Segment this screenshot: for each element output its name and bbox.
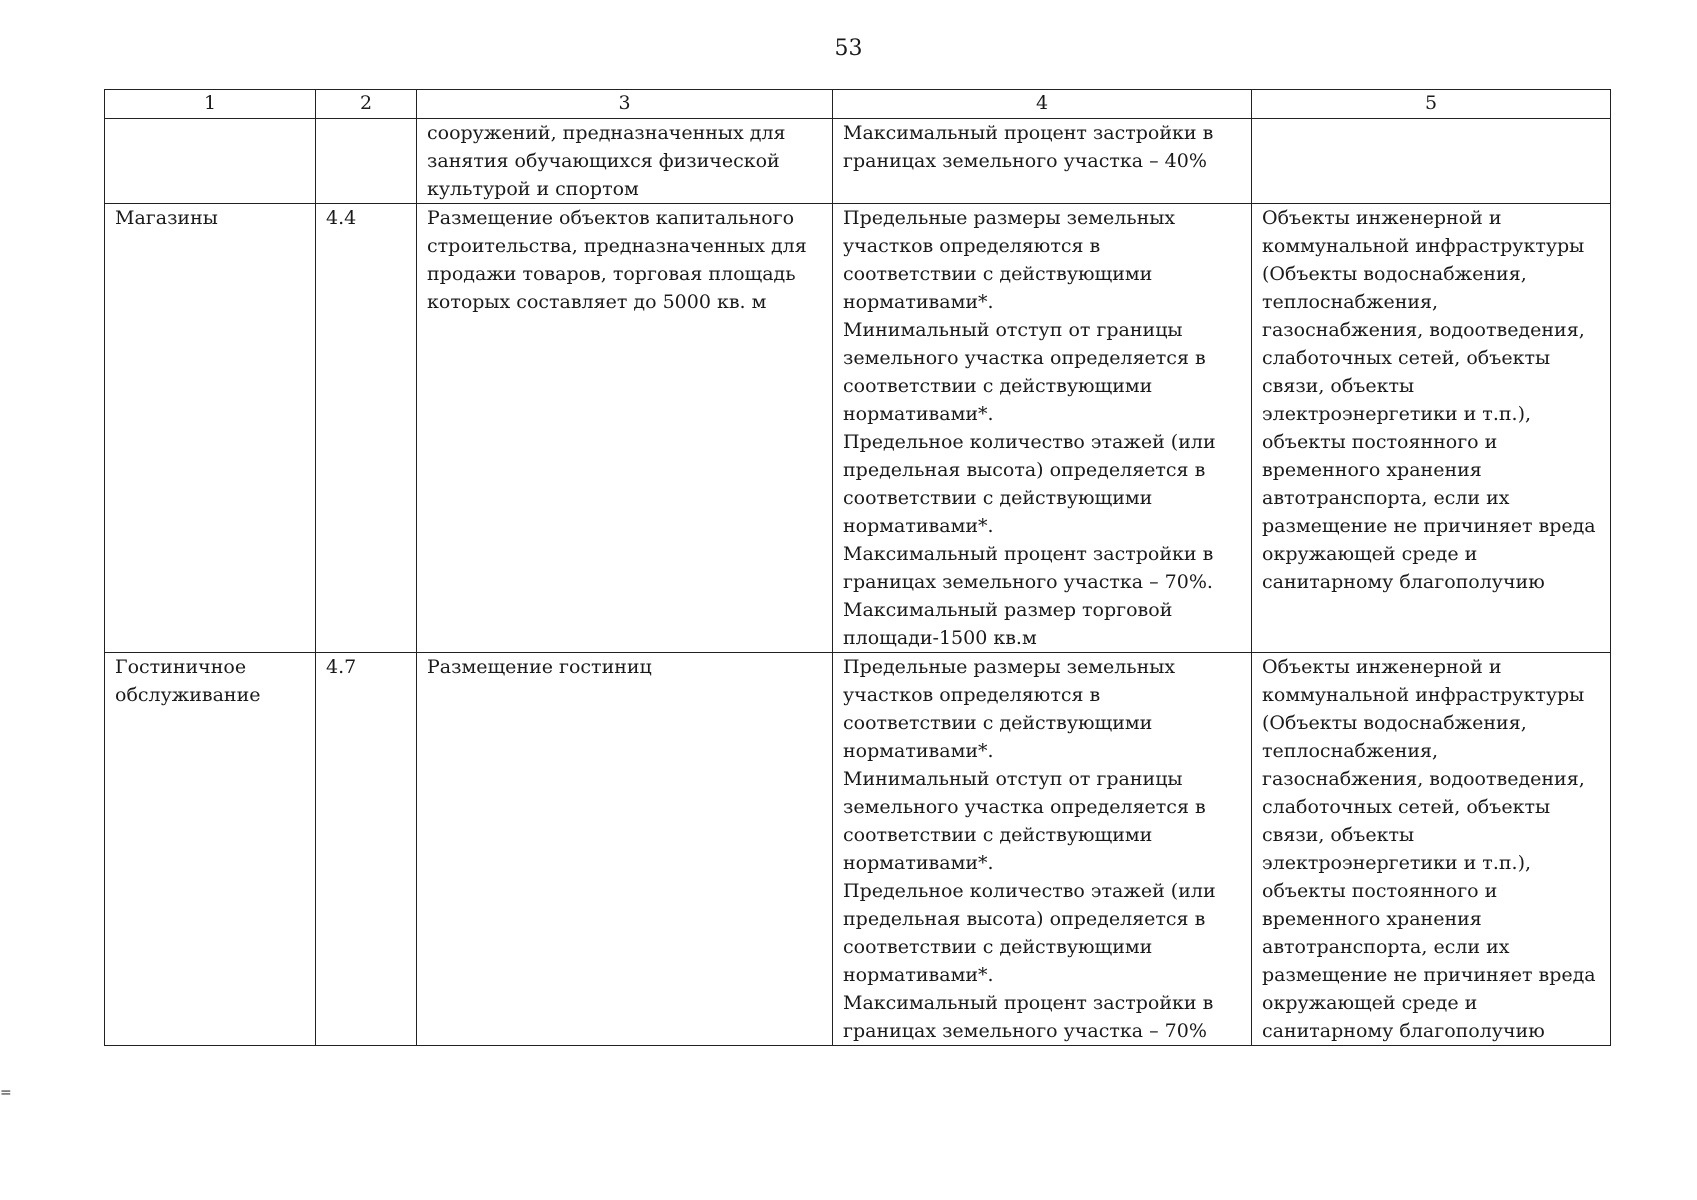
margin-mark: = [0,1085,12,1101]
cell-auxiliary-uses: Объекты инженерной и коммунальной инфраструктуры (Объекты водоснабжения, теплоснабжения, газоснабжения, водоотведения, слаботочных сетей, объекты связи, объекты электроэнергетики и т.п.), объекты постоянного и временного хранения автотранспорта, если их размещение не причиняет вреда окружающей среде и санитарному благополучию [1252,653,1611,1046]
cell-code: 4.4 [316,204,417,653]
cell-parameters: Максимальный процент застройки в границах земельного участка – 40% [833,119,1252,204]
table-row [105,653,1611,1046]
cell-description: сооружений, предназначенных для занятия обучающихся физической культурой и спортом [417,119,833,204]
table-header-row [105,90,1611,119]
page-number: 53 [834,36,863,61]
cell-auxiliary-uses: Объекты инженерной и коммунальной инфраструктуры (Объекты водоснабжения, теплоснабжения, газоснабжения, водоотведения, слаботочных сетей, объекты связи, объекты электроэнергетики и т.п.), объекты постоянного и временного хранения автотранспорта, если их размещение не причиняет вреда окружающей среде и санитарному благополучию [1252,204,1611,653]
table-row [105,119,1611,204]
header-cell-1: 1 [105,90,316,119]
cell-parameters: Предельные размеры земельных участков определяются в соответствии с действующими нормативами*. Минимальный отступ от границы земельного участка определяется в соответствии с действующими нормативами*. Предельное количество этажей (или предельная высота) определяется в соответствии с действующими нормативами*. Максимальный процент застройки в границах земельного участка – 70% [833,653,1252,1046]
cell-auxiliary-uses [1252,119,1611,204]
header-cell-2: 2 [316,90,417,119]
cell-description: Размещение объектов капитального строительства, предназначенных для продажи товаров, торговая площадь которых составляет до 5000 кв. м [417,204,833,653]
cell-code: 4.7 [316,653,417,1046]
header-cell-4: 4 [833,90,1252,119]
regulations-table [104,89,1611,1046]
cell-parameters: Предельные размеры земельных участков определяются в соответствии с действующими нормативами*. Минимальный отступ от границы земельного участка определяется в соответствии с действующими нормативами*. Предельное количество этажей (или предельная высота) определяется в соответствии с действующими нормативами*. Максимальный процент застройки в границах земельного участка – 70%. Максимальный размер торговой площади-1500 кв.м [833,204,1252,653]
table-row [105,204,1611,653]
header-cell-5: 5 [1252,90,1611,119]
cell-use-name: Гостиничное обслуживание [105,653,316,1046]
header-cell-3: 3 [417,90,833,119]
cell-code [316,119,417,204]
cell-use-name [105,119,316,204]
cell-description: Размещение гостиниц [417,653,833,1046]
cell-use-name: Магазины [105,204,316,653]
